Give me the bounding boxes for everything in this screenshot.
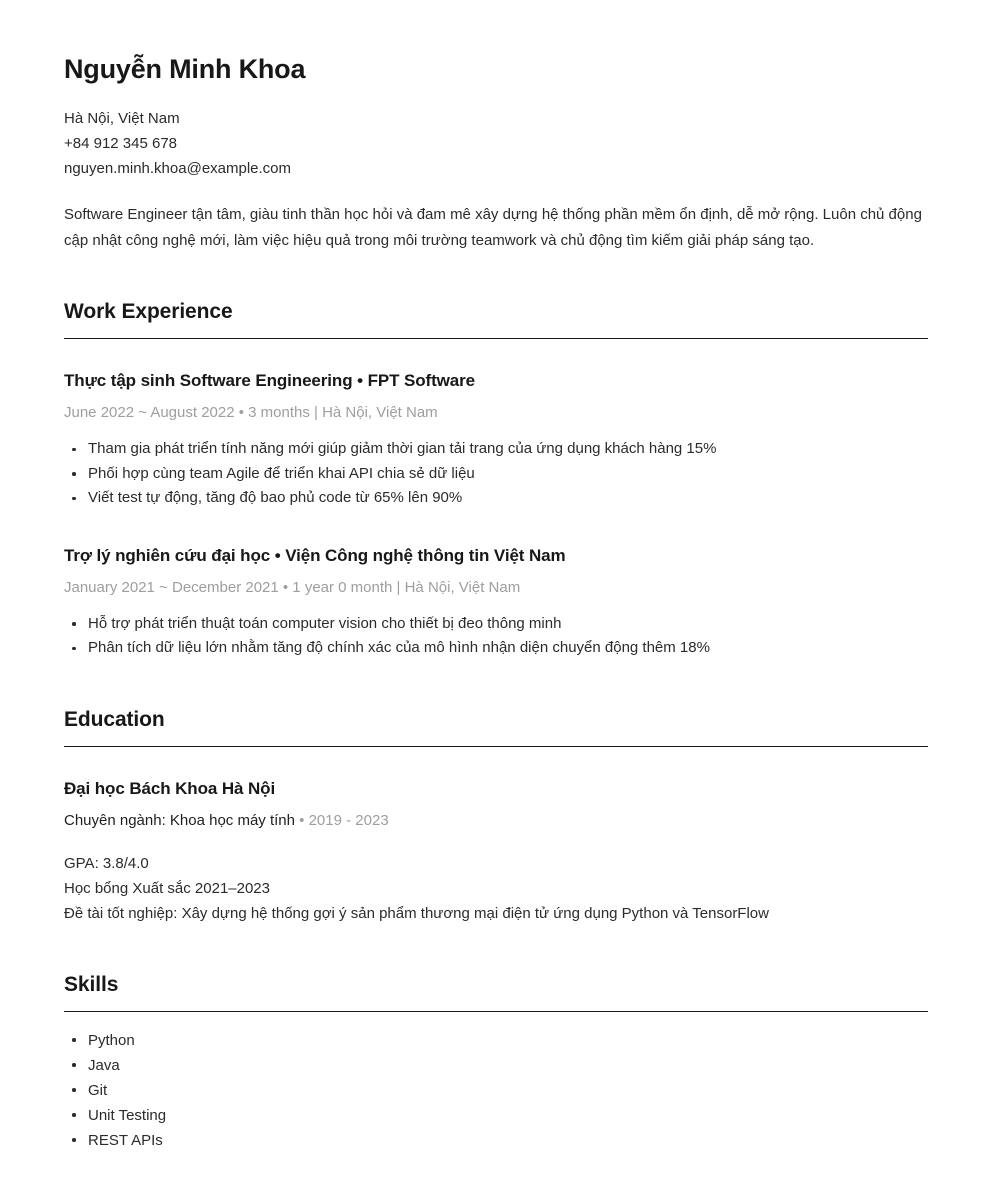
- list-item: REST APIs: [64, 1128, 928, 1153]
- section-divider-education: [64, 746, 928, 747]
- education-entry: [64, 777, 928, 926]
- section-title-skills: Skills: [64, 972, 119, 996]
- work-entry-title: Thực tập sinh Software Engineering • FPT Software: [64, 371, 476, 390]
- work-entry-bullets: [64, 437, 928, 511]
- list-item: Java: [64, 1053, 928, 1078]
- list-item: Hỗ trợ phát triển thuật toán computer vision cho thiết bị đeo thông minh: [64, 612, 928, 637]
- candidate-name: Nguyễn Minh Khoa: [64, 54, 306, 84]
- education-detail-line: Học bổng Xuất sắc 2021–2023: [64, 879, 270, 897]
- education-major: Chuyên ngành: Khoa học máy tính: [64, 811, 295, 829]
- section-title-work: Work Experience: [64, 300, 233, 323]
- section-divider-work: [64, 338, 928, 339]
- education-details: [64, 851, 928, 926]
- section-title-education: Education: [64, 707, 165, 731]
- section-divider-skills: [64, 1011, 928, 1012]
- contact-phone: +84 912 345 678: [64, 135, 178, 152]
- contact-location: Hà Nội, Việt Nam: [64, 110, 180, 127]
- work-entry-title: Trợ lý nghiên cứu đại học • Viện Công nghệ thông tin Việt Nam: [64, 545, 566, 565]
- work-entry-meta: January 2021 ~ December 2021 • 1 year 0 month | Hà Nội, Việt Nam: [64, 578, 521, 596]
- list-item: Python: [64, 1028, 928, 1053]
- list-item: Tham gia phát triển tính năng mới giúp giảm thời gian tải trang của ứng dụng khách hàng 15%: [64, 437, 928, 462]
- list-item: Viết test tự động, tăng độ bao phủ code từ 65% lên 90%: [64, 486, 928, 511]
- education-school: Đại học Bách Khoa Hà Nội: [64, 778, 276, 798]
- skills-list: [64, 1028, 928, 1153]
- education-years: • 2019 - 2023: [299, 811, 389, 829]
- section-education: [64, 707, 928, 926]
- education-detail-line: GPA: 3.8/4.0: [64, 854, 149, 872]
- work-entry-bullets: [64, 612, 928, 661]
- education-detail-line: Đề tài tốt nghiệp: Xây dựng hệ thống gợi ý sản phẩm thương mại điện tử ứng dụng Python và TensorFlow: [64, 904, 769, 922]
- list-item: Phân tích dữ liệu lớn nhằm tăng độ chính xác của mô hình nhận diện chuyển động thêm 18%: [64, 636, 928, 661]
- work-entry-meta: June 2022 ~ August 2022 • 3 months | Hà Nội, Việt Nam: [64, 404, 438, 421]
- work-entry: [64, 369, 928, 511]
- list-item: Phối hợp cùng team Agile để triển khai API chia sẻ dữ liệu: [64, 462, 928, 487]
- professional-summary: Software Engineer tận tâm, giàu tinh thần học hỏi và đam mê xây dựng hệ thống phần mềm ổn định, dễ mở rộng. Luôn chủ động cập nhật công nghệ mới, làm việc hiệu quả trong môi trường teamwork và chủ động tìm kiếm giải pháp sáng tạo.: [64, 206, 922, 249]
- list-item: Git: [64, 1078, 928, 1103]
- list-item: Unit Testing: [64, 1103, 928, 1128]
- work-entry: [64, 544, 928, 661]
- resume-header: [64, 0, 928, 253]
- contact-email: nguyen.minh.khoa@example.com: [64, 160, 292, 177]
- section-skills: [64, 972, 928, 1153]
- education-meta: [64, 810, 928, 831]
- section-work-experience: [64, 299, 928, 661]
